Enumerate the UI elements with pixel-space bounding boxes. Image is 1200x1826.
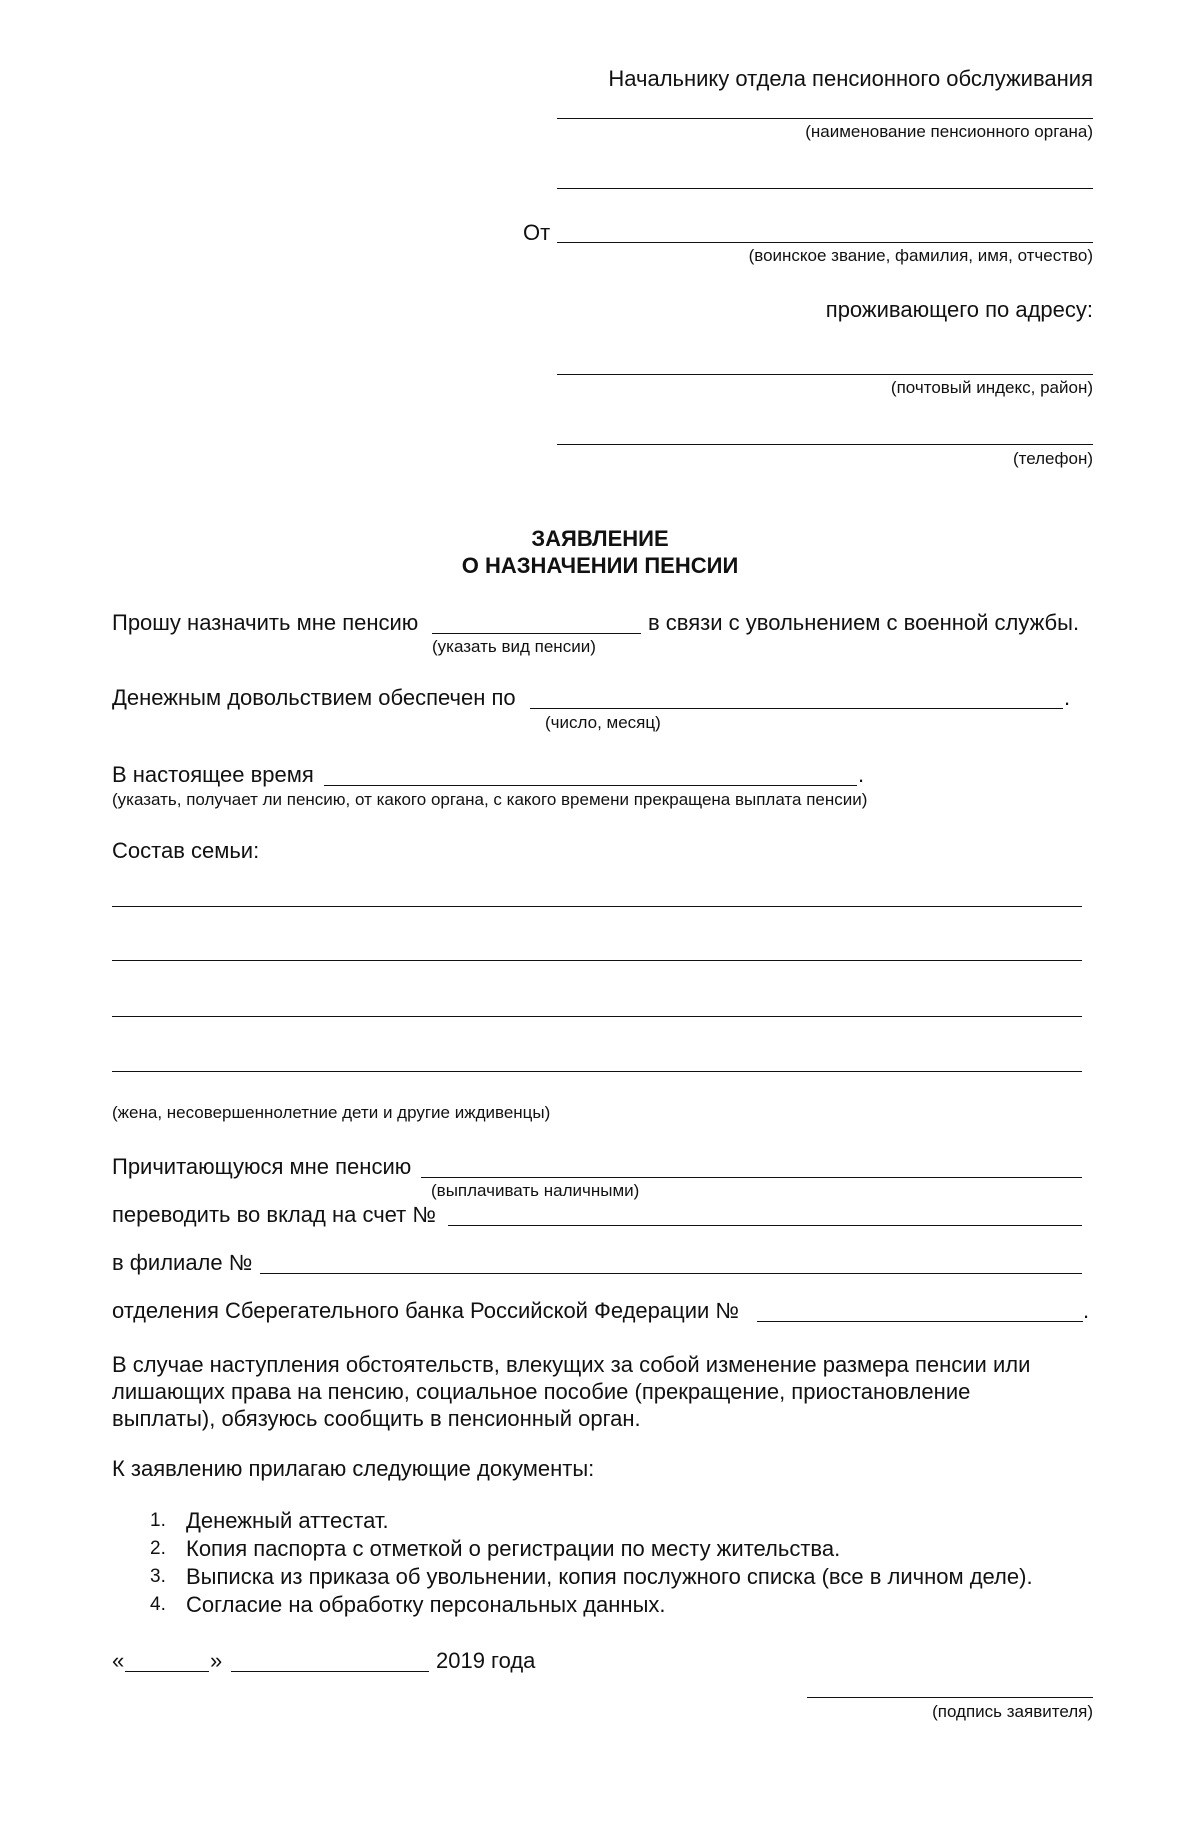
current-caption: (указать, получает ли пенсию, от какого органа, с какого времени прекращена выплата пенсии)	[112, 790, 868, 809]
payout-field[interactable]	[421, 1177, 1082, 1178]
obligation-line-3: выплаты), обязуюсь сообщить в пенсионный орган.	[112, 1406, 641, 1431]
addressee-text: Начальнику отдела пенсионного обслуживания	[608, 66, 1093, 91]
pension-type-field[interactable]	[432, 633, 641, 634]
organ-name-field-2[interactable]	[557, 188, 1093, 189]
phone-caption: (телефон)	[1012, 449, 1093, 468]
person-name-field[interactable]	[557, 242, 1093, 243]
family-field-3[interactable]	[112, 1016, 1082, 1017]
residing-label: проживающего по адресу:	[825, 297, 1093, 322]
from-label: От	[523, 220, 551, 245]
postal-caption: (почтовый индекс, район)	[890, 378, 1093, 397]
attachment-num: 2.	[150, 1538, 166, 1559]
signature-caption: (подпись заявителя)	[932, 1702, 1093, 1721]
family-label: Состав семьи:	[112, 838, 260, 863]
date-caption: (число, месяц)	[545, 713, 661, 732]
family-field-2[interactable]	[112, 960, 1082, 961]
payout-label: Причитающуюся мне пенсию	[112, 1154, 412, 1179]
attachment-num: 4.	[150, 1594, 166, 1615]
attachments-label: К заявлению прилагаю следующие документы:	[112, 1456, 595, 1481]
request-prefix: Прошу назначить мне пенсию	[112, 610, 419, 635]
family-field-4[interactable]	[112, 1071, 1082, 1072]
bank-end: .	[1083, 1298, 1090, 1323]
bank-number-field[interactable]	[757, 1321, 1083, 1322]
attachment-text: Согласие на обработку персональных данных.	[186, 1592, 666, 1617]
attachment-num: 1.	[150, 1510, 166, 1531]
bank-label: отделения Сберегательного банка Российской Федерации №	[112, 1298, 739, 1323]
obligation-line-2: лишающих права на пенсию, социальное пособие (прекращение, приостановление	[112, 1379, 971, 1404]
pension-type-caption: (указать вид пенсии)	[432, 637, 596, 656]
deposit-label: переводить во вклад на счет №	[112, 1202, 436, 1227]
branch-number-field[interactable]	[260, 1273, 1082, 1274]
current-end: .	[858, 762, 865, 787]
organ-name-field[interactable]	[557, 118, 1093, 119]
year-text: 2019 года	[436, 1648, 536, 1673]
current-label: В настоящее время	[112, 762, 314, 787]
date-quote-close: »	[210, 1648, 223, 1673]
attachment-text: Денежный аттестат.	[186, 1508, 389, 1533]
obligation-line-1: В случае наступления обстоятельств, влекущих за собой изменение размера пенсии или	[112, 1352, 1031, 1377]
phone-field[interactable]	[557, 444, 1093, 445]
allowance-label: Денежным довольствием обеспечен по	[112, 685, 516, 710]
branch-label: в филиале №	[112, 1250, 253, 1275]
month-field[interactable]	[231, 1671, 429, 1672]
allowance-end: .	[1064, 685, 1071, 710]
day-field[interactable]	[125, 1671, 209, 1672]
request-suffix: в связи с увольнением с военной службы.	[648, 610, 1080, 635]
title-line-1: ЗАЯВЛЕНИЕ	[531, 526, 669, 551]
person-name-caption: (воинское звание, фамилия, имя, отчество)	[748, 246, 1093, 265]
attachment-text: Копия паспорта с отметкой о регистрации по месту жительства.	[186, 1536, 841, 1561]
current-status-field[interactable]	[324, 785, 857, 786]
allowance-date-field[interactable]	[530, 708, 1063, 709]
postal-field[interactable]	[557, 374, 1093, 375]
attachment-num: 3.	[150, 1566, 166, 1587]
family-field-1[interactable]	[112, 906, 1082, 907]
deposit-account-field[interactable]	[448, 1225, 1082, 1226]
date-quote-open: «	[112, 1648, 125, 1673]
organ-name-caption: (наименование пенсионного органа)	[805, 122, 1093, 141]
family-caption: (жена, несовершеннолетние дети и другие иждивенцы)	[112, 1103, 551, 1122]
signature-field[interactable]	[807, 1697, 1093, 1698]
attachment-text: Выписка из приказа об увольнении, копия послужного списка (все в личном деле).	[186, 1564, 1033, 1589]
payout-caption: (выплачивать наличными)	[431, 1181, 640, 1200]
title-line-2: О НАЗНАЧЕНИИ ПЕНСИИ	[461, 553, 739, 578]
